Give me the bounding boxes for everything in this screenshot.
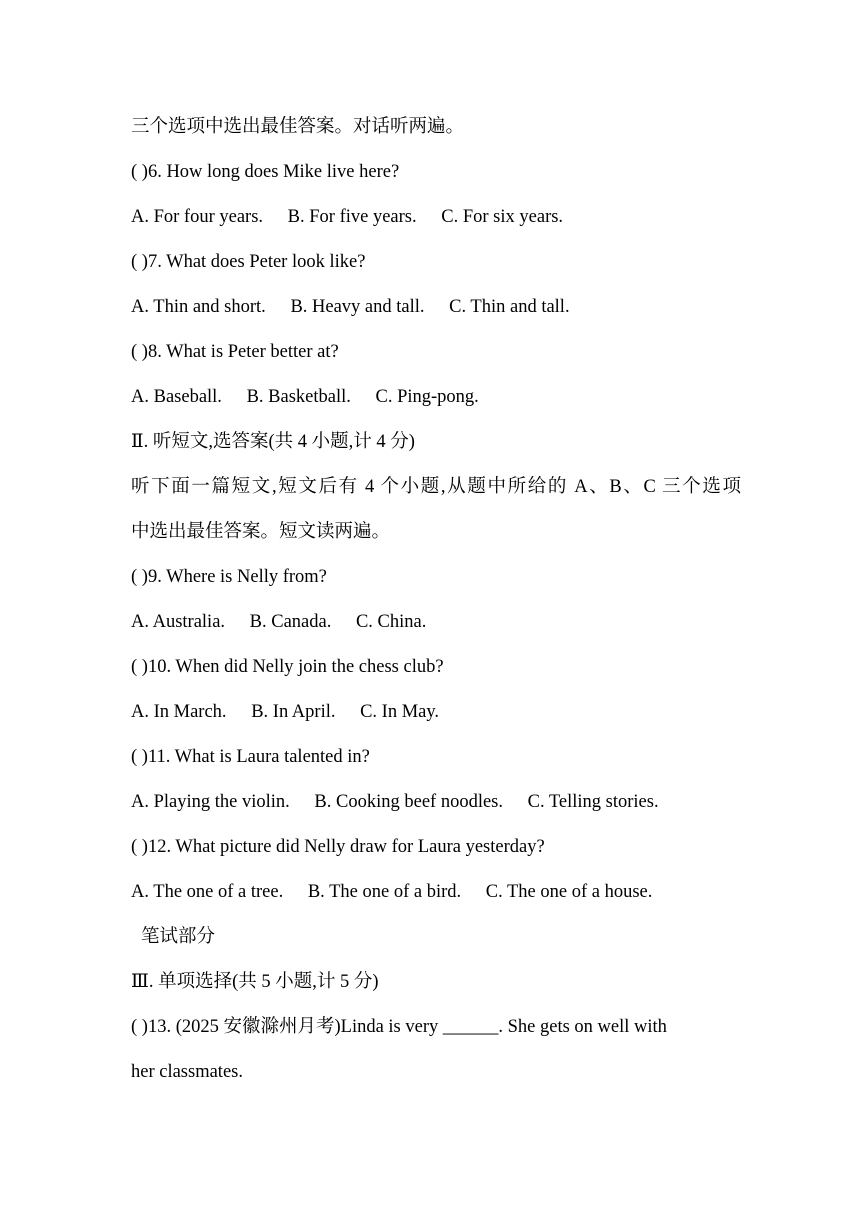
question-10: ( )10. When did Nelly join the chess club? bbox=[131, 657, 444, 677]
section-2-heading: Ⅱ. 听短文,选答案(共 4 小题,计 4 分) bbox=[131, 432, 415, 452]
option-a: A. In March. bbox=[131, 702, 227, 722]
question-9-options bbox=[131, 600, 741, 645]
option-a: A. For four years. bbox=[131, 207, 264, 227]
option-c: C. Ping-pong. bbox=[375, 387, 479, 407]
option-b: B. Basketball. bbox=[246, 387, 351, 407]
document-page bbox=[131, 105, 741, 1095]
section-3-heading: Ⅲ. 单项选择(共 5 小题,计 5 分) bbox=[131, 972, 379, 992]
question-11-options bbox=[131, 780, 741, 825]
instruction-continuation: 三个选项中选出最佳答案。对话听两遍。 bbox=[131, 117, 465, 137]
option-b: B. Heavy and tall. bbox=[290, 297, 425, 317]
question-7: ( )7. What does Peter look like? bbox=[131, 252, 366, 272]
question-6-options bbox=[131, 195, 741, 240]
option-c: C. For six years. bbox=[441, 207, 564, 227]
question-12: ( )12. What picture did Nelly draw for Laura yesterday? bbox=[131, 837, 545, 857]
option-b: B. Cooking beef noodles. bbox=[314, 792, 503, 812]
question-7-options bbox=[131, 285, 741, 330]
question-13-line-1: ( )13. (2025 安徽滁州月考)Linda is very ______. She gets on well with bbox=[131, 1017, 667, 1037]
option-b: B. Canada. bbox=[249, 612, 332, 632]
question-11: ( )11. What is Laura talented in? bbox=[131, 747, 370, 767]
option-c: C. In May. bbox=[360, 702, 440, 722]
section-2-instruction-line-1: 听下面一篇短文,短文后有 4 个小题,从题中所给的 A、B、C 三个选项 bbox=[131, 477, 741, 497]
option-c: C. The one of a house. bbox=[485, 882, 653, 902]
question-10-options bbox=[131, 690, 741, 735]
question-8: ( )8. What is Peter better at? bbox=[131, 342, 339, 362]
option-a: A. Thin and short. bbox=[131, 297, 266, 317]
option-b: B. For five years. bbox=[287, 207, 417, 227]
option-a: A. Australia. bbox=[131, 612, 226, 632]
question-9: ( )9. Where is Nelly from? bbox=[131, 567, 327, 587]
question-12-options bbox=[131, 870, 741, 915]
section-2-instruction-line-2: 中选出最佳答案。短文读两遍。 bbox=[131, 522, 391, 542]
option-c: C. Thin and tall. bbox=[449, 297, 570, 317]
option-b: B. In April. bbox=[251, 702, 336, 722]
question-13-line-2: her classmates. bbox=[131, 1062, 243, 1082]
option-c: C. Telling stories. bbox=[527, 792, 659, 812]
question-8-options bbox=[131, 375, 741, 420]
option-b: B. The one of a bird. bbox=[307, 882, 462, 902]
written-part-heading: 笔试部分 bbox=[141, 927, 216, 947]
question-6: ( )6. How long does Mike live here? bbox=[131, 162, 400, 182]
option-a: A. Baseball. bbox=[131, 387, 222, 407]
option-c: C. China. bbox=[355, 612, 427, 632]
option-a: A. Playing the violin. bbox=[131, 792, 290, 812]
option-a: A. The one of a tree. bbox=[131, 882, 284, 902]
